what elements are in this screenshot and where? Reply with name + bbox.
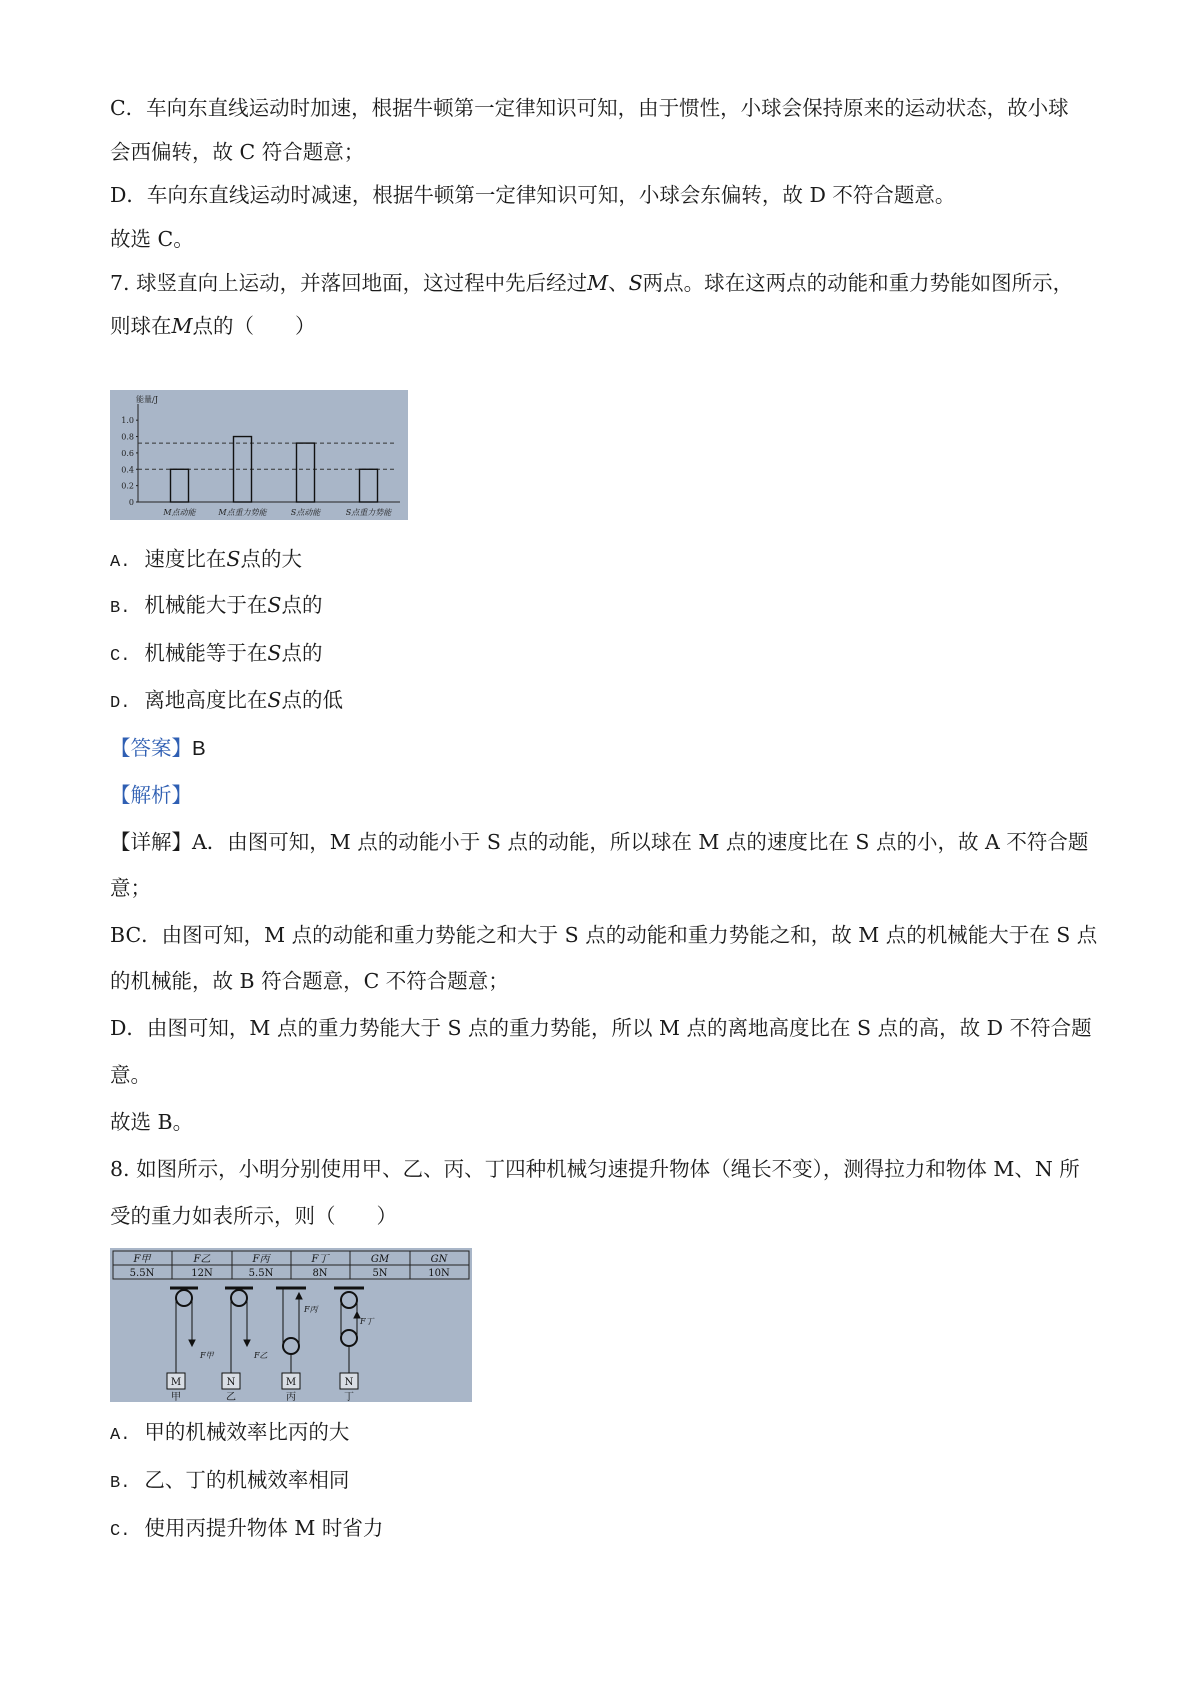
prev-option-c-line1: C．车向东直线运动时加速，根据牛顿第一定律知识可知，由于惯性，小球会保持原来的运动状态，故小球 <box>110 96 1069 120</box>
pulley-ding-fixed <box>341 1292 357 1308</box>
q7-option-a-var: S <box>226 547 241 571</box>
pulley-ding-movable <box>341 1330 357 1346</box>
q7-option-a-key: A. <box>110 553 131 572</box>
bar <box>360 469 378 502</box>
q7-stem-line1 <box>110 269 1073 297</box>
q7-option-b-key: B. <box>110 599 131 618</box>
y-tick-label: 0.4 <box>121 465 134 475</box>
q7-stem-line2 <box>110 312 316 340</box>
q7-option-b-pre: 机械能大于在 <box>144 593 268 617</box>
q8-option-a-text: 甲的机械效率比丙的大 <box>144 1420 350 1444</box>
force-label-jia: F甲 <box>200 1351 214 1360</box>
y-axis-label: 能量/J <box>136 395 158 404</box>
prev-option-c-line2: 会西偏转，故 C 符合题意； <box>110 140 365 164</box>
q7-option-c-pre: 机械能等于在 <box>144 641 268 665</box>
block-label-bing: M <box>285 1377 297 1388</box>
q8-option-a <box>110 1418 349 1450</box>
q7-var-m: M <box>587 271 609 295</box>
q7-option-c <box>110 639 322 671</box>
detail-line-6: 意。 <box>110 1063 151 1087</box>
x-category-label: S点重力势能 <box>345 508 392 517</box>
arrow-jia <box>189 1340 195 1346</box>
table-header-gm: GM <box>370 1254 390 1265</box>
q7-stem-text-b: 、 <box>608 271 629 295</box>
pulley-svg <box>110 1248 472 1402</box>
detail-line-5: D．由图可知，M 点的重力势能大于 S 点的重力势能，所以 M 点的离地高度比在 S 点的高，故 D 不符合题 <box>110 1016 1092 1040</box>
y-tick-label: 0.2 <box>121 481 134 491</box>
q7-stem-text-c: 两点。球在这两点的动能和重力势能如图所示， <box>642 271 1074 295</box>
machine-label-yi: 乙 <box>226 1392 236 1402</box>
machine-label-ding: 丁 <box>344 1392 354 1402</box>
machine-label-jia: 甲 <box>171 1392 181 1402</box>
analysis-label: 【解析】 <box>110 783 192 807</box>
q7-var-s: S <box>628 271 643 295</box>
block-label-jia: M <box>170 1377 182 1388</box>
q7-option-d-pre: 离地高度比在 <box>144 688 268 712</box>
answer-label: 【答案】 <box>110 736 192 760</box>
q7-option-a-pre: 速度比在 <box>144 547 227 571</box>
machine-yi <box>222 1288 253 1389</box>
q8-option-b <box>110 1466 349 1498</box>
block-label-yi: N <box>226 1377 236 1388</box>
q7-option-d-key: D. <box>110 694 131 713</box>
q7-option-b-post: 点的 <box>281 593 323 617</box>
detail-line-3: BC．由图可知，M 点的动能和重力势能之和大于 S 点的动能和重力势能之和，故 M 点的机械能大于在 S 点 <box>110 923 1098 947</box>
energy-chart-svg <box>110 390 408 520</box>
q8-option-a-key: A. <box>110 1426 131 1445</box>
energy-bar-chart <box>110 390 408 520</box>
q8-option-b-key: B. <box>110 1474 131 1493</box>
q8-option-c-key: C. <box>110 1522 131 1541</box>
table-header-f-jia: F甲 <box>133 1254 151 1265</box>
machine-ding <box>334 1288 364 1389</box>
q7-option-a-post: 点的大 <box>240 547 302 571</box>
answer-value: B <box>192 737 206 760</box>
force-label-yi: F乙 <box>254 1351 268 1360</box>
table-value-f-ding: 8N <box>312 1268 328 1279</box>
pulley-yi <box>231 1290 247 1306</box>
prev-option-d: D．车向东直线运动时减速，根据牛顿第一定律知识可知，小球会东偏转，故 D 不符合题意。 <box>110 183 956 207</box>
detail-line-2: 意； <box>110 876 151 900</box>
pulley-figure <box>110 1248 472 1402</box>
q8-stem-line1: 8. 如图所示，小明分别使用甲、乙、丙、丁四种机械匀速提升物体（绳长不变），测得拉力和物体 M、N 所 <box>110 1157 1080 1181</box>
x-category-label: S点动能 <box>290 508 321 517</box>
bar <box>297 443 315 502</box>
x-category-label: M点动能 <box>163 508 196 517</box>
q8-option-c-text: 使用丙提升物体 M 时省力 <box>144 1516 384 1540</box>
y-tick-label: 0.6 <box>121 448 134 458</box>
q7-option-c-key: C. <box>110 647 131 666</box>
y-tick-label: 0 <box>128 498 134 507</box>
table-header-f-yi: F乙 <box>193 1254 211 1265</box>
q7-stem2-var-m: M <box>171 314 193 338</box>
q7-option-d-post: 点的低 <box>281 688 343 712</box>
y-tick-label: 1.0 <box>121 416 134 426</box>
arrow-bing <box>296 1293 302 1299</box>
machine-jia <box>167 1288 198 1389</box>
table-header-f-bing: F丙 <box>252 1254 270 1265</box>
force-label-ding: F丁 <box>360 1317 374 1326</box>
q7-choose: 故选 B。 <box>110 1110 194 1134</box>
table-header-f-ding: F丁 <box>311 1254 329 1265</box>
q8-stem-line2: 受的重力如表所示，则（ ） <box>110 1204 397 1228</box>
q8-option-c <box>110 1514 383 1546</box>
arrow-yi <box>244 1340 250 1346</box>
table-value-gm: 5N <box>372 1268 388 1279</box>
table-header-gn: GN <box>430 1254 448 1265</box>
x-category-label: M点重力势能 <box>218 508 267 517</box>
q7-stem2-text-b: 点的（ ） <box>192 314 316 338</box>
table-value-f-jia: 5.5N <box>129 1268 155 1279</box>
q7-option-d <box>110 686 343 718</box>
q7-stem2-text-a: 则球在 <box>110 314 172 338</box>
table-value-gn: 10N <box>428 1268 450 1279</box>
prev-choose: 故选 C。 <box>110 227 194 251</box>
q7-option-a <box>110 545 302 577</box>
machine-bing <box>276 1288 306 1389</box>
bar <box>171 469 189 502</box>
pulley-bing <box>283 1338 299 1354</box>
block-label-ding: N <box>344 1377 354 1388</box>
q7-option-b-var: S <box>267 593 282 617</box>
pulley-jia <box>176 1290 192 1306</box>
machine-label-bing: 丙 <box>286 1392 296 1402</box>
q7-option-c-var: S <box>267 641 282 665</box>
q7-answer <box>110 734 206 763</box>
detail-line-1: 【详解】A．由图可知，M 点的动能小于 S 点的动能，所以球在 M 点的速度比在 S 点的小，故 A 不符合题 <box>110 830 1089 854</box>
q7-stem-text-a: 7. 球竖直向上运动，并落回地面，这过程中先后经过 <box>110 271 588 295</box>
q7-option-d-var: S <box>267 688 282 712</box>
q8-option-b-text: 乙、丁的机械效率相同 <box>144 1468 350 1492</box>
force-label-bing: F丙 <box>304 1305 318 1314</box>
detail-line-4: 的机械能，故 B 符合题意，C 不符合题意； <box>110 969 509 993</box>
table-value-f-bing: 5.5N <box>248 1268 274 1279</box>
table-value-f-yi: 12N <box>191 1268 213 1279</box>
q7-option-c-post: 点的 <box>281 641 323 665</box>
y-tick-label: 0.8 <box>121 432 134 442</box>
q7-option-b <box>110 591 322 623</box>
